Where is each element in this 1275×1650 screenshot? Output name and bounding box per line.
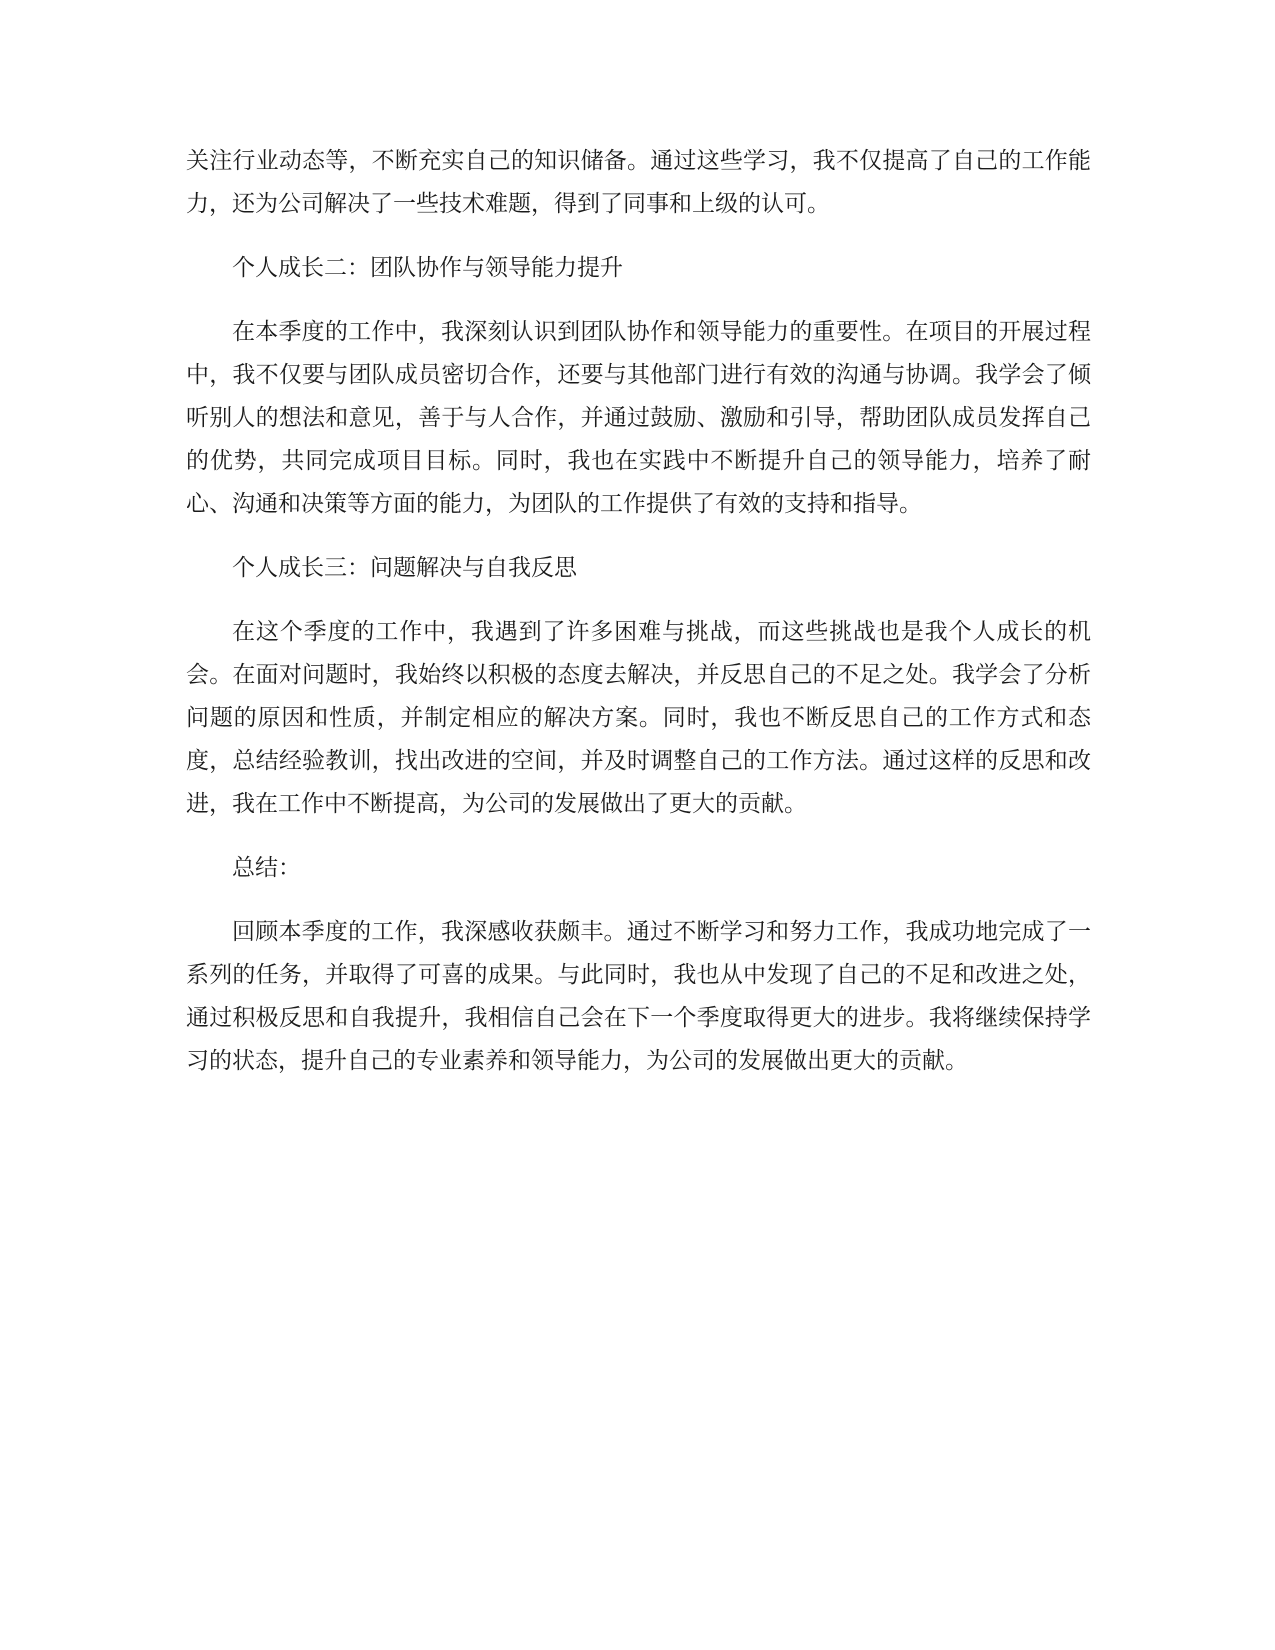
document-body [186, 140, 1091, 1104]
section3-heading: 个人成长三：问题解决与自我反思 [232, 555, 577, 581]
section3-paragraph: 在这个季度的工作中，我遇到了许多困难与挑战，而这些挑战也是我个人成长的机会。在面对问题时，我始终以积极的态度去解决，并反思自己的不足之处。我学会了分析问题的原因和性质，并制定相应的解决方案。同时，我也不断反思自己的工作方式和态度，总结经验教训，找出改进的空间，并及时调整自己的工作方法。通过这样的反思和改进，我在工作中不断提高，为公司的发展做出了更大的贡献。 [186, 619, 1091, 817]
section2-heading: 个人成长二：团队协作与领导能力提升 [232, 255, 623, 281]
intro-continuation-paragraph: 关注行业动态等，不断充实自己的知识储备。通过这些学习，我不仅提高了自己的工作能力，还为公司解决了一些技术难题，得到了同事和上级的认可。 [186, 148, 1091, 217]
summary-heading: 总结： [232, 855, 301, 881]
summary-paragraph: 回顾本季度的工作，我深感收获颇丰。通过不断学习和努力工作，我成功地完成了一系列的任务，并取得了可喜的成果。与此同时，我也从中发现了自己的不足和改进之处，通过积极反思和自我提升，我相信自己会在下一个季度取得更大的进步。我将继续保持学习的状态，提升自己的专业素养和领导能力，为公司的发展做出更大的贡献。 [186, 919, 1091, 1074]
section2-paragraph: 在本季度的工作中，我深刻认识到团队协作和领导能力的重要性。在项目的开展过程中，我不仅要与团队成员密切合作，还要与其他部门进行有效的沟通与协调。我学会了倾听别人的想法和意见，善于与人合作，并通过鼓励、激励和引导，帮助团队成员发挥自己的优势，共同完成项目目标。同时，我也在实践中不断提升自己的领导能力，培养了耐心、沟通和决策等方面的能力，为团队的工作提供了有效的支持和指导。 [186, 319, 1091, 517]
